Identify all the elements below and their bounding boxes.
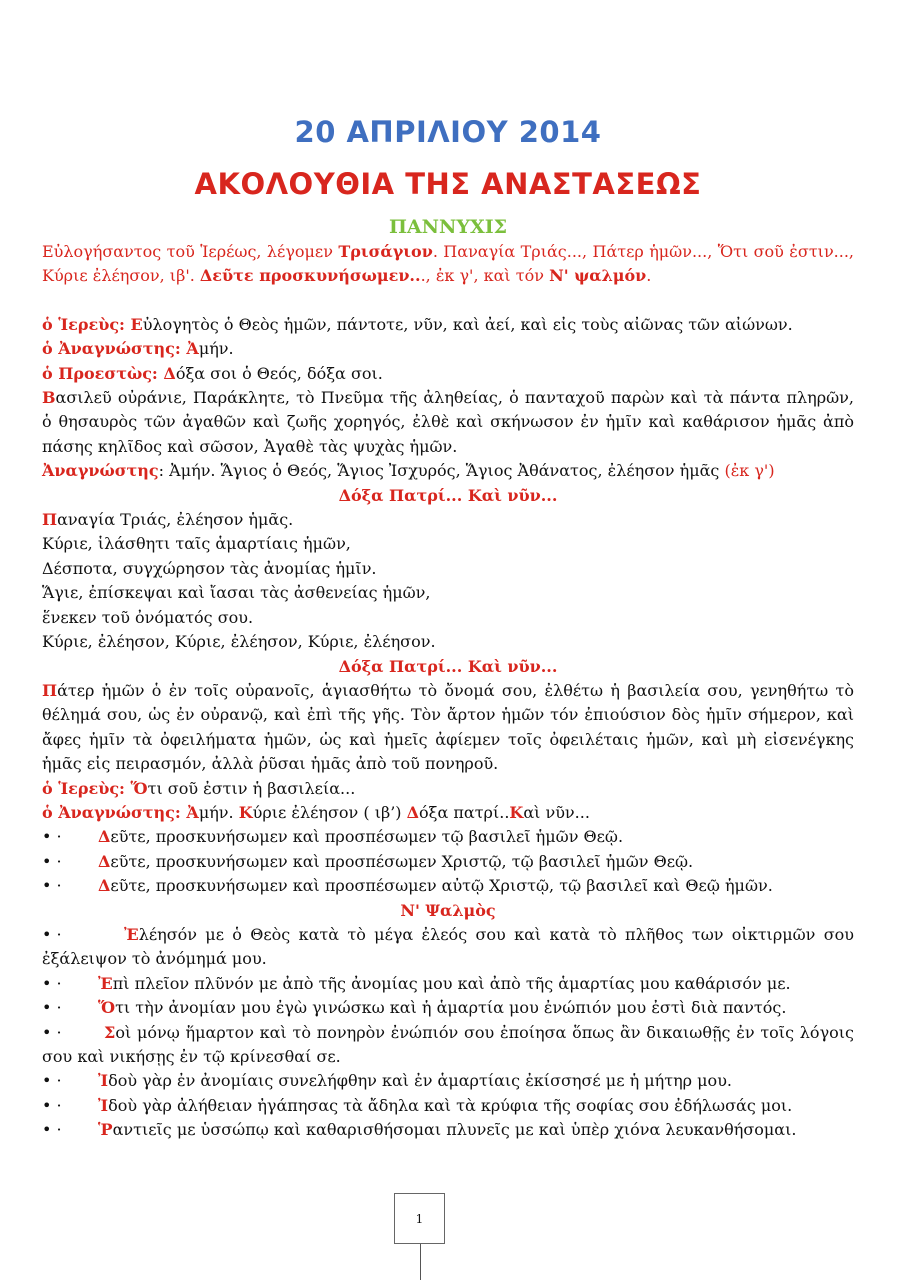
reader-amen-line: ὁ Ἀναγνώστης: Ἀμήν. Κύριε ἐλέησον ( ιβ’) Δόξα πατρί..Καὶ νῦν... [42, 802, 590, 822]
document-page [42, 112, 854, 1143]
trinity-line-2: Κύριε, ἱλάσθητι ταῖς ἁμαρτίαις ἡμῶν, [42, 534, 351, 554]
list-item: • · Ἐλέησόν με ὁ Θεὸς κατὰ τὸ μέγα ἐλεός σου καὶ κατὰ τὸ πλῆθος των οἰκτιρμῶν σου ἐξάλειψον τὸ ἀνόμημά μου. [42, 924, 854, 969]
list-item: • · Δεῦτε, προσκυνήσωμεν καὶ προσπέσωμεν Χριστῷ, τῷ βασιλεῖ ἡμῶν Θεῷ. [42, 850, 854, 874]
service-title: ΑΚΟΛΟΥΘΙΑ ΤΗΣ ΑΝΑΣΤΑΣΕΩΣ [194, 167, 702, 201]
section-subtitle: ΠΑΝΝΥΧΙΣ [388, 216, 508, 238]
bullet-icon: • · [42, 1095, 62, 1115]
trinity-line-3: Δέσποτα, συγχώρησον τὰς ἀνομίας ἡμῖν. [42, 558, 377, 578]
list-item: • · Σοὶ μόνῳ ἥμαρτον καὶ τὸ πονηρὸν ἐνώπιόν σου ἐποίησα ὅπως ἂν δικαιωθῇς ἐν τοῖς λόγοις σου καὶ νικήσῃς ἐν τῷ κρίνεσθαί σε. [42, 1022, 854, 1066]
trinity-line-4: Ἅγιε, ἐπίσκεψαι καὶ ἴασαι τὰς ἀσθενείας ἡμῶν, [42, 583, 431, 603]
list-item: • · Δεῦτε, προσκυνήσωμεν καὶ προσπέσωμεν τῷ βασιλεῖ ἡμῶν Θεῷ. [42, 825, 854, 849]
kyrie-line: Κύριε, ἐλέησον, Κύριε, ἐλέησον, Κύριε, ἐλέησον. [42, 632, 436, 652]
list-item: • · Ἐπὶ πλεῖον πλῦνόν με ἀπὸ τῆς ἀνομίας μου καὶ ἀπὸ τῆς ἁμαρτίας μου καθάρισόν με. [42, 972, 854, 996]
date-heading: 20 ΑΠΡΙΛΙΟΥ 2014 [294, 115, 602, 149]
priest-doxology-line: ὁ Ἱερεὺς: Ὅτι σοῦ ἐστιν ἡ βασιλεία... [42, 778, 356, 798]
bullet-icon: • · [42, 924, 62, 944]
heavenly-king-prayer: Βασιλεῦ οὐράνιε, Παράκλητε, τὸ Πνεῦμα τῆς ἀληθείας, ὁ πανταχοῦ παρὼν καὶ τὰ πάντα πληρῶν, ὁ θησαυρὸς τῶν ἀγαθῶν καὶ ζωῆς χορηγός, ἐλθὲ καὶ σκήνωσον ἐν ἡμῖν καὶ καθάρισον ἡμᾶς ἀπὸ πάσης κηλῖδος καὶ σῶσον, Ἀγαθὲ τὰς ψυχὰς ἡμῶν. [42, 388, 854, 456]
bullet-icon: • · [42, 1071, 62, 1091]
deute-list [42, 825, 854, 898]
list-item: • · Ἰδοὺ γὰρ ἐν ἀνομίαις συνελήφθην καὶ ἐν ἁμαρτίαις ἐκίσσησέ με ἡ μήτηρ μου. [42, 1069, 854, 1093]
trinity-line-5: ἕνεκεν τοῦ ὀνόματός σου. [42, 607, 254, 627]
list-item: • · Ῥαντιεῖς με ὑσσώπῳ καὶ καθαρισθήσομαι πλυνεῖς με καὶ ὑπὲρ χιόνα λευκανθήσομαι. [42, 1118, 854, 1142]
bullet-icon: • · [42, 851, 62, 871]
priest-line: ὁ Ἱερεὺς: Εὐλογητὸς ὁ Θεὸς ἡμῶν, πάντοτε, νῦν, καὶ ἀεί, καὶ εἰς τοὺς αἰῶνας τῶν αἰώνων. [42, 314, 793, 334]
reader-trisagion-line: Ἀναγνώστης: Ἀμήν. Ἅγιος ὁ Θεός, Ἅγιος Ἰσχυρός, Ἅγιος Ἀθάνατος, ἐλέησον ἡμᾶς (ἐκ γ') [42, 461, 775, 481]
doxa-rubric: Δόξα Πατρί... Καὶ νῦν... [338, 656, 558, 676]
psalm-verses [42, 923, 854, 1143]
doxa-rubric: Δόξα Πατρί... Καὶ νῦν... [338, 485, 558, 505]
bullet-icon: • · [42, 876, 62, 896]
psalm-heading: Ν' Ψαλμὸς [400, 900, 496, 920]
list-item: • · Ἰδοὺ γὰρ ἀλήθειαν ἠγάπησας τὰ ἄδηλα καὶ τὰ κρύφια τῆς σοφίας σου ἐδήλωσάς μοι. [42, 1094, 854, 1118]
presider-line: ὁ Προεστὼς: Δόξα σοι ὁ Θεός, δόξα σοι. [42, 363, 383, 383]
bullet-icon: • · [42, 998, 62, 1018]
intro-rubric: Εὐλογήσαντος τοῦ Ἱερέως, λέγομεν Τρισάγιον. Παναγία Τριάς..., Πάτερ ἡμῶν..., Ὅτι σοῦ ἐστιν..., Κύριε ἐλέησον, ιβ'. Δεῦτε προσκυνήσωμεν..., ἐκ γ', καὶ τόν Ν' ψαλμόν. [42, 242, 855, 286]
trinity-line-1: Παναγία Τριάς, ἐλέησον ἡμᾶς. [42, 510, 294, 530]
page-number: 1 [394, 1193, 445, 1244]
bullet-icon: • · [42, 1022, 62, 1042]
lords-prayer: Πάτερ ἡμῶν ὁ ἐν τοῖς οὐρανοῖς, ἁγιασθήτω τὸ ὄνομά σου, ἐλθέτω ἡ βασιλεία σου, γενηθήτω τὸ θέλημά σου, ὡς ἐν οὐρανῷ, καὶ ἐπὶ τῆς γῆς. Τὸν ἄρτον ἡμῶν τόν ἐπιούσιον δὸς ἡμῖν σήμερον, καὶ ἄφες ἡμῖν τὰ ὀφειλήματα ἡμῶν, ὡς καὶ ἡμεῖς ἀφίεμεν τοῖς ὀφειλέταις ἡμῶν, καὶ μὴ εἰσενέγκης ἡμᾶς εἰς πειρασμόν, ἀλλὰ ῥῦσαι ἡμᾶς ἀπὸ τοῦ πονηροῦ. [42, 680, 854, 774]
list-item: • · Ὅτι τὴν ἀνομίαν μου ἐγὼ γινώσκω καὶ ἡ ἁμαρτία μου ἐνώπιόν μου ἐστὶ διὰ παντός. [42, 996, 854, 1020]
footer-divider [420, 1244, 421, 1280]
bullet-icon: • · [42, 827, 62, 847]
bullet-icon: • · [42, 1120, 62, 1140]
bullet-icon: • · [42, 973, 62, 993]
list-item: • · Δεῦτε, προσκυνήσωμεν καὶ προσπέσωμεν αὐτῷ Χριστῷ, τῷ βασιλεῖ καὶ Θεῷ ἡμῶν. [42, 874, 854, 898]
reader-line: ὁ Ἀναγνώστης: Ἀμήν. [42, 339, 234, 359]
